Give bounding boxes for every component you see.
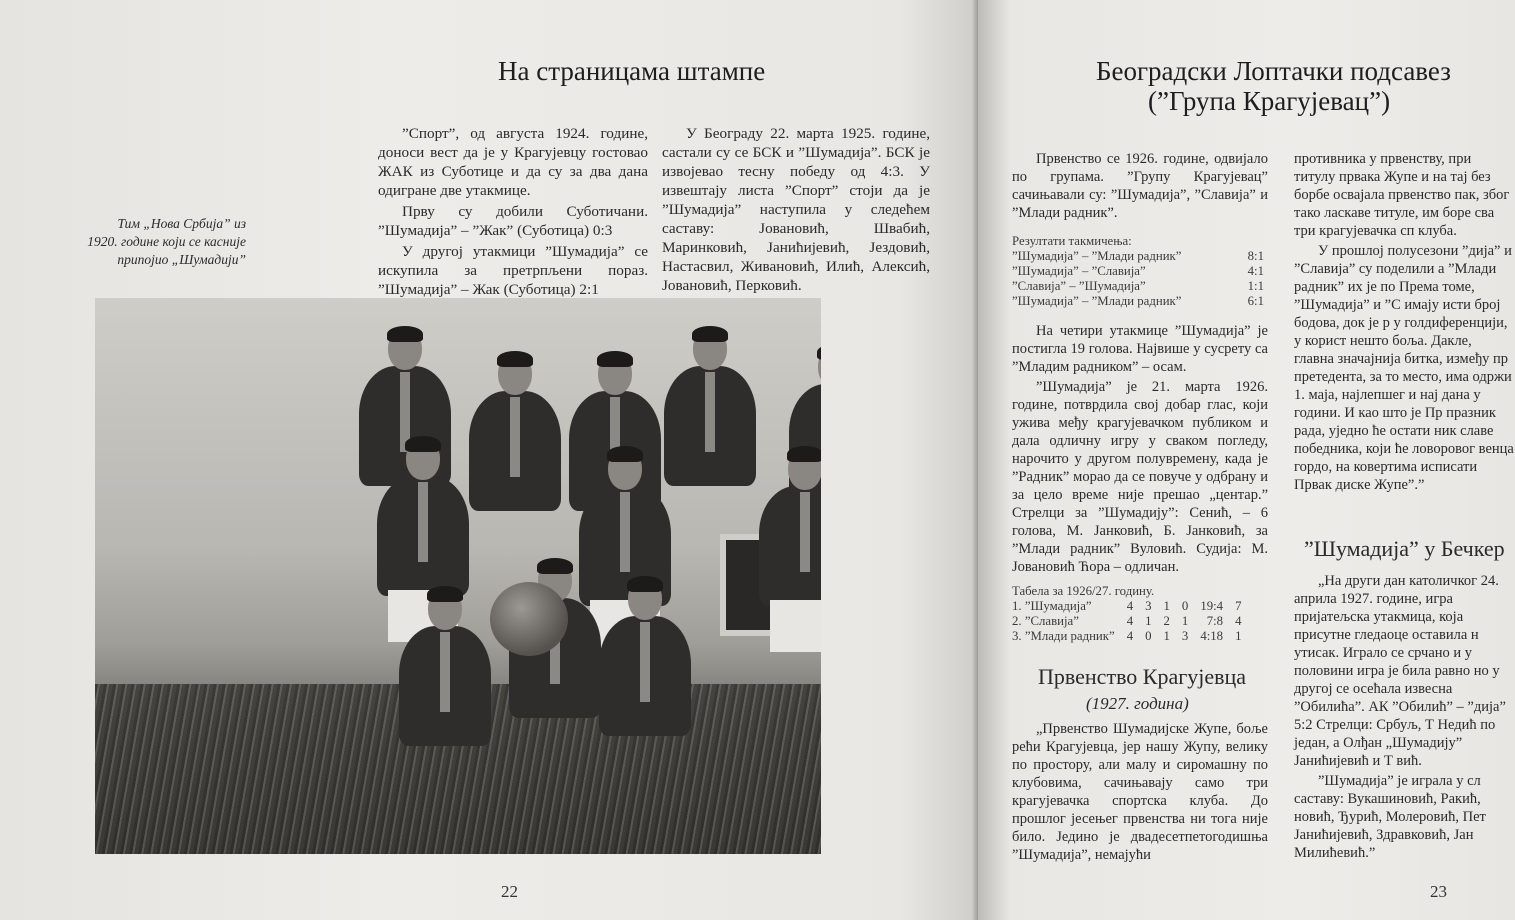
paragraph: У другој утакмици ”Шумадија” се искупила за претрпљени пораз. ”Шумадија” – Жак (Суботица) 2:1 xyxy=(378,243,648,298)
page-number: 23 xyxy=(1430,882,1447,901)
paragraph: На четири утакмице ”Шумадија” је постигла 19 голова. Највише у сусрету са ”Младим радником” – осам. xyxy=(1012,323,1268,375)
right-column xyxy=(1294,150,1515,494)
paragraph: Прву су добили Суботичани. ”Шумадија” – ”Жак” (Суботица) 0:3 xyxy=(378,203,648,239)
standings-block xyxy=(1012,584,1268,644)
results-block xyxy=(1012,234,1268,309)
photo-caption: Тим „Нова Србија” из 1920. године који се касније припојио „Шумадији” xyxy=(87,216,246,267)
table-row: 3. ”Млади радник” 4 0 1 3 4:18 1 xyxy=(1012,629,1242,643)
paragraph: У Београду 22. марта 1925. године, састали су се БСК и ”Шумадија”. БСК је извојевао тесну победу од 4:3. У извештају листа ”Спорт” стоји да је ”Шумадија” наступила у следећем саставу: Јовановић, Швабић, Маринковић, Јанићијевић, Јездовић, Настасвил, Живановић, Илић, Алексић, Јовановић, Перковић. xyxy=(662,125,930,294)
section-heading: Првенство Крагујевца xyxy=(1038,664,1247,689)
article-column-1 xyxy=(378,124,648,299)
right-page xyxy=(978,0,1515,920)
player xyxy=(395,588,495,808)
paragraph: ”Шумадија” је играла у сл саставу: Вукашиновић, Ракић, новић, Ђурић, Молеровић, Пет Јанићијевић, Здравковић, Јан Милићевић.” xyxy=(1294,773,1486,861)
championship-paragraph xyxy=(1012,720,1268,864)
paragraph: Првенство се 1926. године, одвијало по групама. ”Групу Крагујевац” сачињавали су: ”Шумадија”, ”Славија” и ”Млади радник”. xyxy=(1012,151,1268,221)
article-column-2 xyxy=(662,124,930,295)
team-photo xyxy=(95,298,821,854)
table-row: ”Шумадија” – ”Млади радник” 6:1 xyxy=(1012,294,1264,308)
player xyxy=(660,328,760,548)
paragraph: противника у првенству, при титулу првака Жупе и на тај без борбе освајала првенство пак, због тако ласкаве титуле, им боре сва три крагујевачка сп клуба. xyxy=(1294,151,1510,239)
page-number: 22 xyxy=(501,882,518,901)
table-row: ”Шумадија” – ”Млади радник” 8:1 xyxy=(1012,249,1264,263)
page-subtitle: (”Група Крагујевац”) xyxy=(1148,86,1391,116)
paragraph: ”Спорт”, од августа 1924. године, доноси вест да је у Крагујевцу гостовао ЖАК из Суботице и да су за два дана одигране две утакмице. xyxy=(378,125,648,199)
paragraph: ”Шумадија” је 21. марта 1926. године, потврдила свој добар глас, који ужива међу крагујевачком публиком и дала одличну игру у сваком погледу, нарочито у другом полувремену, када је ”Радник” морао да се повуче у одбрану и за цело време није прешао „центар.” Стрелци за ”Шумадију”: Сенић, – 6 голова, М. Јанковић, Б. Јанковић, за ”Млади радник” Вуловић. Судија: М. Јовановић Ћора – одличан. xyxy=(1012,379,1268,575)
table-title: Табела за 1926/27. годину. xyxy=(1012,584,1155,598)
right-column-2 xyxy=(1294,572,1515,862)
intro-paragraph xyxy=(1012,150,1268,222)
standings-table xyxy=(1012,599,1241,644)
player xyxy=(755,448,821,668)
player xyxy=(595,578,695,798)
page-title: На страницама штампе xyxy=(498,56,766,86)
table-row: ”Славија” – ”Шумадија” 1:1 xyxy=(1012,279,1264,293)
report-paragraphs xyxy=(1012,322,1268,576)
table-row: ”Шумадија” – ”Славија” 4:1 xyxy=(1012,264,1264,278)
player xyxy=(465,353,565,573)
section-heading: ”Шумадија” у Бечкер xyxy=(1304,536,1505,561)
results-title: Резултати такмичења: xyxy=(1012,234,1132,248)
paragraph: У прошлој полусезони ”дија” и ”Славија” су поделили а ”Млади радник” их је по Према томе, ”Шумадија” и ”С имају исти број бодова, док је р у голдиференцији, у корист нешто боља. Дакле, главна значајнија битка, између пр претедента, за то место, има одржи 1. маја, најлепшег и нај дана у години. И као што је Пр празник рада, уједно ће остати ник славе победника, који ће ловоровог венца гордо, на ковертима исписати Првак дискe Жупе”.” xyxy=(1294,243,1514,493)
page-title: Београдски Лоптачки подсавез xyxy=(1096,56,1451,86)
table-row: 1. ”Шумадија” 4 3 1 0 19:4 7 xyxy=(1012,599,1242,613)
section-subheading: (1927. година) xyxy=(1086,694,1189,713)
paragraph: „Првенство Шумадијске Жупе, боље рећи Крагујевца, јер нашу Жупу, велику по простору, али малу и сиромашну по клубовима, сачињавају само три крагујевачка спортска клуба. До прошлог јесењег првенства ни тога није било. Једино је двадесетпетогодишњa ”Шумадија”, немајући xyxy=(1012,721,1268,863)
football xyxy=(490,582,568,656)
table-row: 2. ”Славија” 4 1 2 1 7:8 4 xyxy=(1012,614,1242,628)
results-table xyxy=(1012,249,1264,309)
paragraph: „На други дан католичког 24. априла 1927. године, игра пријатељска утакмица, која присутне гледаоце оставила н утисак. Играло се срчано и у половини игра је била равно но у другој се осећала извесна ”Обилића”. АК ”Обилић” – ”дија” 5:2 Стрелци: Србуљ, Т Недић по један, а Олђан „Шумадију” Јанићијевић и Т вић. xyxy=(1294,573,1506,769)
